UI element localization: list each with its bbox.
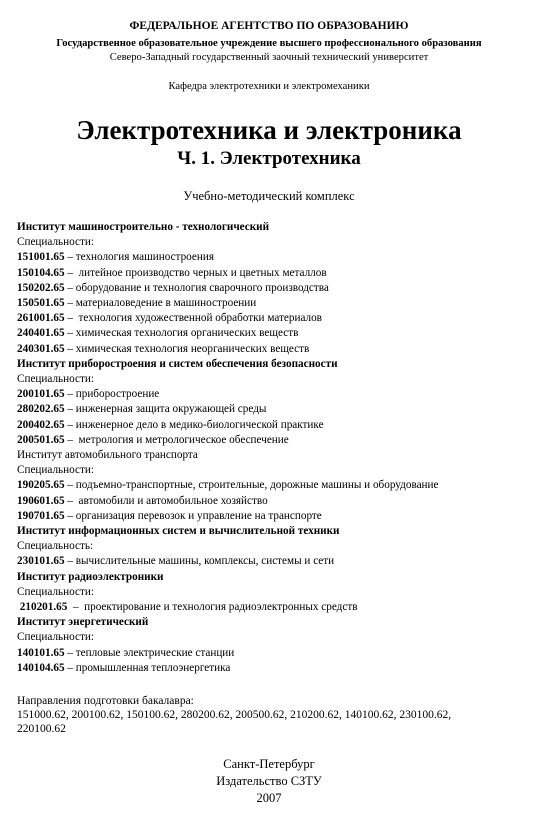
specialty-item <box>17 554 532 569</box>
specialty-name: – оборудование и технология сварочного производства <box>64 281 329 294</box>
specialty-code: 150104.65 <box>17 266 65 279</box>
specialty-item <box>17 250 532 265</box>
specialty-name: – инженерное дело в медико-биологической практике <box>64 418 324 431</box>
specialty-name: – организация перевозок и управление на транспорте <box>64 509 322 522</box>
specialties-label: Специальности: <box>17 464 94 477</box>
specialties-label: Специальности: <box>17 585 94 598</box>
specialty-code: 240401.65 <box>17 327 65 340</box>
imprint <box>0 756 538 807</box>
specialty-item <box>17 296 532 311</box>
specialty-item <box>17 478 532 493</box>
bachelor-codes-line: 151000.62, 200100.62, 150100.62, 280200.62, 200500.62, 210200.62, 140100.62, 230100.62, <box>17 709 452 721</box>
document-subtitle: Ч. 1. Электротехника <box>177 148 361 169</box>
institute-heading: Институт автомобильного транспорта <box>17 449 198 462</box>
specialty-name: – технология машиностроения <box>64 251 214 264</box>
specialty-code: 140101.65 <box>17 646 65 659</box>
institute-heading: Институт приборостроения и систем обеспечения безопасности <box>17 357 338 370</box>
bachelor-codes-line: 220100.62 <box>17 723 66 735</box>
specialty-name: – технология художественной обработки материалов <box>64 312 322 325</box>
institute-heading: Институт информационных систем и вычислительной техники <box>17 525 340 538</box>
specialty-name: – химическая технология органических веществ <box>64 327 299 340</box>
bachelor-section <box>17 694 532 736</box>
specialty-name: – метрология и метрологическое обеспечение <box>64 433 289 446</box>
institute-heading: Институт энергетический <box>17 616 149 629</box>
specialty-code: 151001.65 <box>17 251 65 264</box>
specialties-label: Специальности: <box>17 631 94 644</box>
specialty-code: 200402.65 <box>17 418 65 431</box>
specialty-item <box>17 600 532 615</box>
specialty-code: 230101.65 <box>17 555 65 568</box>
specialty-item <box>17 342 532 357</box>
institute-heading: Институт машиностроительно - технологический <box>17 221 270 233</box>
specialty-code: 190205.65 <box>17 479 65 492</box>
specialty-item <box>17 646 532 661</box>
specialties-label: Специальности: <box>17 373 94 386</box>
imprint-year: 2007 <box>256 791 282 805</box>
specialty-code: 190701.65 <box>17 509 65 522</box>
specialty-code: 150501.65 <box>17 297 65 310</box>
institution-name: Государственное образовательное учреждение высшего профессионального образования <box>56 38 482 49</box>
specialty-item <box>17 433 532 448</box>
specialty-name: – приборостроение <box>64 388 160 401</box>
specialty-item <box>17 402 532 417</box>
specialty-item <box>17 281 532 296</box>
bachelor-label: Направления подготовки бакалавра: <box>17 695 194 707</box>
specialty-name: – проектирование и технология радиоэлектронных средств <box>67 601 358 614</box>
specialty-name: – автомобили и автомобильное хозяйство <box>64 494 268 507</box>
specialty-name: – литейное производство черных и цветных металлов <box>64 266 327 279</box>
specialty-name: – химическая технология неорганических веществ <box>64 342 310 355</box>
department-name: Кафедра электротехники и электромеханики <box>168 81 370 92</box>
specialty-name: – промышленная теплоэнергетика <box>64 661 231 674</box>
specialty-code: 150202.65 <box>17 281 65 294</box>
imprint-city: Санкт-Петербург <box>223 757 315 771</box>
document-title: Электротехника и электроника <box>76 115 462 145</box>
university-name: Северо-Западный государственный заочный технический университет <box>109 52 429 63</box>
specialty-item <box>17 311 532 326</box>
specialty-name: – тепловые электрические станции <box>64 646 235 659</box>
specialty-name: – инженерная защита окружающей среды <box>64 403 267 416</box>
specialty-code: 190601.65 <box>17 494 65 507</box>
specialty-name: – вычислительные машины, комплексы, системы и сети <box>64 555 335 568</box>
agency-name: ФЕДЕРАЛЬНОЕ АГЕНТСТВО ПО ОБРАЗОВАНИЮ <box>129 20 409 32</box>
specialty-code: 261001.65 <box>17 312 65 325</box>
specialty-name: – подъемно-транспортные, строительные, дорожные машины и оборудование <box>64 479 439 492</box>
specialty-item <box>17 509 532 524</box>
specialty-code: 140104.65 <box>17 661 65 674</box>
specialty-item <box>17 494 532 509</box>
specialties-label: Специальности: <box>17 236 94 249</box>
imprint-publisher: Издательство СЗТУ <box>216 774 322 788</box>
specialty-item <box>17 387 532 402</box>
specialty-code: 280202.65 <box>17 403 65 416</box>
specialty-code: 210201.65 <box>17 601 68 614</box>
specialty-code: 200501.65 <box>17 433 65 446</box>
specialty-item <box>17 661 532 676</box>
specialty-code: 200101.65 <box>17 388 65 401</box>
specialties-list <box>17 220 532 676</box>
specialty-item <box>17 266 532 281</box>
document-kind: Учебно-методический комплекс <box>183 189 355 203</box>
specialty-code: 240301.65 <box>17 342 65 355</box>
specialty-item <box>17 326 532 341</box>
institute-heading: Институт радиоэлектроники <box>17 570 164 583</box>
specialties-label: Специальность: <box>17 540 94 553</box>
specialty-item <box>17 418 532 433</box>
specialty-name: – материаловедение в машиностроении <box>64 297 257 310</box>
